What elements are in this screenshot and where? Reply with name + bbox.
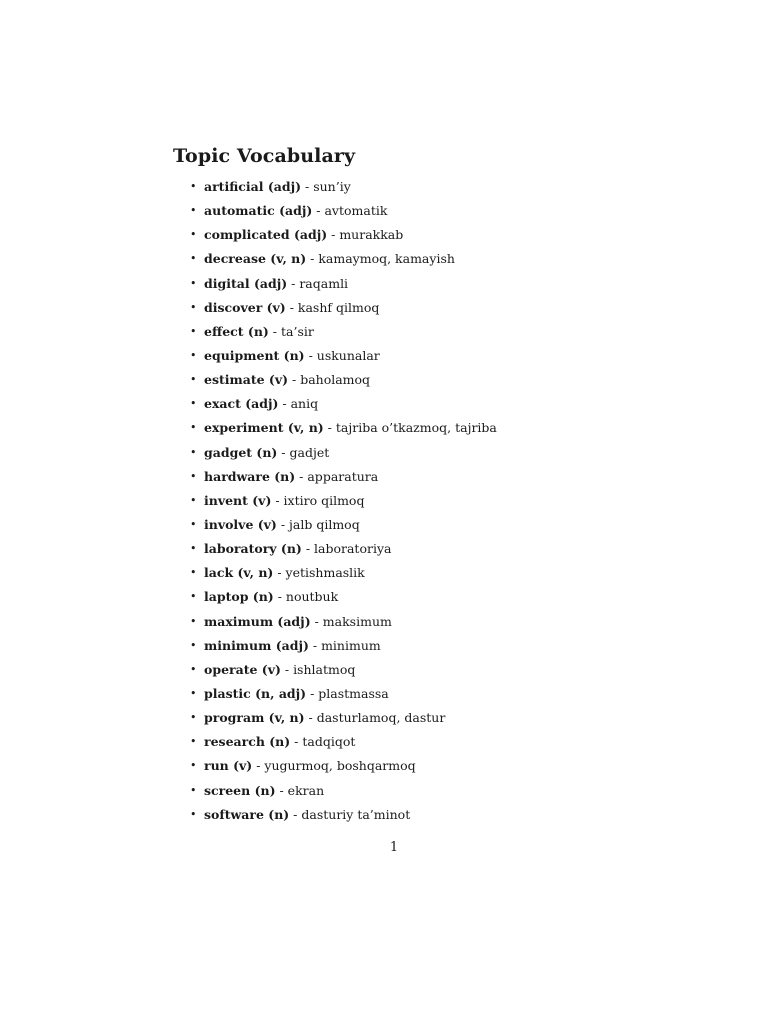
vocab-term: decrease (v, n): [204, 251, 307, 267]
vocab-term: minimum (adj): [204, 637, 309, 653]
vocab-term: screen (n): [204, 782, 276, 798]
vocab-separator: -: [278, 396, 291, 412]
vocab-translation: apparatura: [307, 468, 379, 484]
bullet-icon: •: [190, 711, 197, 725]
bullet-icon: •: [190, 783, 197, 797]
vocab-separator: -: [280, 661, 294, 677]
vocab-translation: ekran: [287, 782, 325, 798]
vocab-term: operate (v): [204, 661, 281, 677]
vocab-translation: aniq: [290, 396, 319, 412]
vocab-term: invent (v): [204, 492, 272, 508]
bullet-icon: •: [190, 228, 197, 242]
vocab-translation: ishlatmoq: [293, 661, 356, 677]
vocab-separator: -: [312, 203, 325, 219]
vocab-translation: jalb qilmoq: [289, 516, 360, 532]
vocab-translation: yetishmaslik: [285, 565, 365, 581]
vocab-entry: [204, 683, 389, 705]
vocab-translation: ixtiro qilmoq: [283, 492, 365, 508]
vocab-translation: tajriba o’tkazmoq, tajriba: [335, 420, 497, 436]
vocab-translation: ta’sir: [281, 323, 314, 339]
vocab-entry: [204, 804, 410, 826]
vocab-term: maximum (adj): [204, 613, 311, 629]
bullet-icon: •: [190, 614, 197, 628]
section-title: Topic Vocabulary: [173, 145, 356, 167]
vocab-translation: yugurmoq, boshqarmoq: [264, 758, 416, 774]
vocab-translation: laboratoriya: [314, 541, 392, 557]
bullet-icon: •: [190, 807, 197, 821]
vocab-entry: [204, 659, 355, 681]
vocab-separator: -: [273, 565, 286, 581]
bullet-icon: •: [190, 445, 197, 459]
vocab-translation: dasturlamoq, dastur: [316, 710, 446, 726]
vocab-entry: [204, 248, 455, 270]
vocab-entry: [204, 224, 403, 246]
vocab-separator: -: [288, 372, 301, 388]
bullet-icon: •: [190, 759, 197, 773]
bullet-icon: •: [190, 735, 197, 749]
vocab-entry: [204, 731, 355, 753]
vocab-separator: -: [285, 299, 298, 315]
vocab-separator: -: [310, 613, 323, 629]
vocab-entry: [204, 393, 318, 415]
vocab-term: discover (v): [204, 299, 286, 315]
vocab-separator: -: [277, 444, 290, 460]
vocab-separator: -: [295, 468, 308, 484]
bullet-icon: •: [190, 348, 197, 362]
vocab-translation: murakkab: [339, 227, 404, 243]
vocab-entry: [204, 635, 381, 657]
bullet-icon: •: [190, 300, 197, 314]
vocab-entry: [204, 297, 379, 319]
bullet-icon: •: [190, 204, 197, 218]
vocab-translation: dasturiy ta’minot: [301, 806, 411, 822]
bullet-icon: •: [190, 469, 197, 483]
vocab-entry: [204, 755, 416, 777]
vocab-term: exact (adj): [204, 396, 279, 412]
vocab-term: program (v, n): [204, 710, 305, 726]
vocab-separator: -: [276, 516, 290, 532]
bullet-icon: •: [190, 493, 197, 507]
vocab-entry: [204, 417, 497, 439]
vocab-entry: [204, 200, 387, 222]
vocab-entry: [204, 562, 365, 584]
bullet-icon: •: [190, 276, 197, 290]
vocab-separator: -: [304, 347, 317, 363]
vocab-translation: uskunalar: [316, 347, 380, 363]
vocab-term: involve (v): [204, 516, 277, 532]
vocab-term: effect (n): [204, 323, 269, 339]
bullet-icon: •: [190, 397, 197, 411]
bullet-icon: •: [190, 662, 197, 676]
vocab-translation: kamaymoq, kamayish: [318, 251, 455, 267]
vocab-term: digital (adj): [204, 275, 288, 291]
vocab-term: artificial (adj): [204, 179, 302, 194]
vocab-term: plastic (n, adj): [204, 685, 307, 701]
vocab-separator: -: [287, 275, 300, 291]
vocab-separator: -: [327, 227, 340, 243]
bullet-icon: •: [190, 252, 197, 266]
vocab-entry: [204, 538, 391, 560]
vocab-translation: tadqiqot: [302, 734, 356, 750]
vocab-translation: raqamli: [299, 275, 349, 291]
vocab-term: laboratory (n): [204, 541, 302, 557]
vocab-term: research (n): [204, 734, 291, 750]
vocab-separator: -: [275, 782, 288, 798]
vocab-separator: -: [304, 710, 317, 726]
vocab-term: laptop (n): [204, 589, 274, 605]
vocab-separator: -: [252, 758, 265, 774]
vocab-entry: [204, 514, 360, 536]
bullet-icon: •: [190, 566, 197, 580]
vocab-entry: [204, 466, 378, 488]
vocab-term: experiment (v, n): [204, 420, 324, 436]
vocab-translation: maksimum: [322, 613, 392, 629]
bullet-icon: •: [190, 324, 197, 338]
vocab-term: software (n): [204, 806, 290, 822]
vocab-entry: [204, 321, 314, 343]
bullet-icon: •: [190, 373, 197, 387]
vocab-term: equipment (n): [204, 347, 305, 363]
bullet-icon: •: [190, 542, 197, 556]
vocab-entry: [204, 176, 351, 198]
vocab-separator: -: [290, 734, 303, 750]
vocab-translation: avtomatik: [324, 203, 388, 219]
bullet-icon: •: [190, 590, 197, 604]
vocab-separator: -: [306, 251, 319, 267]
vocab-term: gadget (n): [204, 444, 278, 460]
vocab-term: run (v): [204, 758, 253, 774]
page-number: 1: [389, 840, 399, 855]
vocab-translation: sun’iy: [313, 179, 351, 194]
vocab-separator: -: [323, 420, 336, 436]
bullet-icon: •: [190, 638, 197, 652]
vocab-translation: baholamoq: [300, 372, 371, 388]
vocab-term: automatic (adj): [204, 203, 313, 219]
vocab-separator: -: [301, 541, 315, 557]
vocab-entry: [204, 780, 324, 802]
vocab-translation: gadjet: [289, 444, 330, 460]
bullet-icon: •: [190, 421, 197, 435]
vocab-separator: -: [273, 589, 286, 605]
vocab-entry: [204, 442, 329, 464]
vocab-separator: -: [301, 179, 314, 194]
bullet-icon: •: [190, 180, 197, 193]
vocab-separator: -: [308, 637, 322, 653]
vocab-translation: minimum: [321, 637, 381, 653]
bullet-icon: •: [190, 517, 197, 531]
vocab-entry: [204, 273, 348, 295]
vocab-term: complicated (adj): [204, 227, 328, 243]
vocab-entry: [204, 586, 338, 608]
vocab-entry: [204, 611, 392, 633]
bullet-icon: •: [190, 686, 197, 700]
vocab-entry: [204, 490, 364, 512]
vocab-term: hardware (n): [204, 468, 296, 484]
vocab-separator: -: [271, 492, 284, 508]
vocab-separator: -: [289, 806, 302, 822]
vocab-separator: -: [306, 685, 319, 701]
vocab-translation: noutbuk: [285, 589, 339, 605]
vocab-translation: kashf qilmoq: [297, 299, 380, 315]
vocab-entry: [204, 707, 445, 729]
vocab-entry: [204, 369, 370, 391]
vocab-term: estimate (v): [204, 372, 289, 388]
vocab-entry: [204, 345, 380, 367]
vocab-translation: plastmassa: [318, 685, 389, 701]
vocab-term: lack (v, n): [204, 565, 274, 581]
vocab-separator: -: [268, 323, 281, 339]
